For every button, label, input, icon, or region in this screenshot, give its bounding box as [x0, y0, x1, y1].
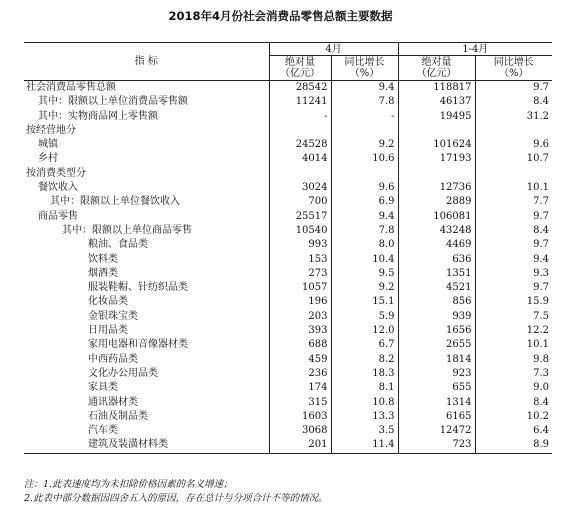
cell-month-growth: 6.9 [331, 195, 398, 209]
cell-month-abs [269, 167, 331, 181]
cell-ytd-abs: 1656 [398, 324, 475, 338]
cell-ytd-growth: 9.0 [475, 381, 552, 395]
table-row [24, 210, 552, 224]
cell-month-abs: 174 [269, 381, 331, 395]
cell-month-abs: 688 [269, 338, 331, 352]
header-abs-unit: （亿元） [280, 68, 320, 79]
table-row [24, 195, 552, 209]
cell-ytd-abs: 17193 [398, 152, 475, 166]
cell-month-abs: 3068 [269, 424, 331, 438]
row-label: 其中：限额以上单位消费品零售额 [38, 96, 188, 108]
cell-month-abs: 153 [269, 253, 331, 267]
table-row [24, 324, 552, 338]
cell-month-growth [331, 124, 398, 138]
table-row [24, 424, 552, 438]
cell-ytd-abs: 4469 [398, 238, 475, 252]
table-row [24, 152, 552, 166]
row-label: 社会消费品零售总额 [26, 82, 116, 93]
table-row [24, 310, 552, 324]
table-body [24, 81, 552, 454]
row-label: 通讯器材类 [88, 396, 138, 408]
cell-month-abs: 700 [269, 195, 331, 209]
cell-ytd-abs: 636 [398, 253, 475, 267]
header-group-ytd: 1-4月 [398, 43, 552, 56]
cell-ytd-abs: 1314 [398, 396, 475, 410]
cell-ytd-growth: 7.3 [475, 367, 552, 381]
cell-month-abs: 993 [269, 238, 331, 252]
row-label: 文化办公用品类 [88, 367, 158, 379]
cell-ytd-abs: 856 [398, 295, 475, 309]
cell-month-growth: 11.4 [331, 438, 398, 453]
row-label: 饮料类 [88, 253, 118, 265]
header-growth-label: 同比增长 [493, 57, 534, 68]
table-row [24, 267, 552, 281]
cell-ytd-abs: 655 [398, 381, 475, 395]
cell-month-growth: 10.8 [331, 396, 398, 410]
cell-ytd-abs: 923 [398, 367, 475, 381]
cell-ytd-abs: 2655 [398, 338, 475, 352]
cell-month-abs: 196 [269, 295, 331, 309]
cell-ytd-abs: 4521 [398, 281, 475, 295]
table-row [24, 238, 552, 252]
cell-month-abs: 1057 [269, 281, 331, 295]
header-growth-label: 同比增长 [344, 57, 385, 68]
header-ytd-growth [475, 56, 552, 81]
table-row [24, 353, 552, 367]
table-row [24, 167, 552, 181]
cell-ytd-abs: 106081 [398, 210, 475, 224]
cell-ytd-abs: 12736 [398, 181, 475, 195]
cell-ytd-growth: 31.2 [475, 110, 552, 124]
cell-ytd-growth: 15.9 [475, 295, 552, 309]
cell-ytd-growth: 9.7 [475, 210, 552, 224]
table-row [24, 253, 552, 267]
cell-ytd-abs: 46137 [398, 95, 475, 109]
cell-ytd-abs: 723 [398, 438, 475, 453]
cell-month-growth: 10.6 [331, 152, 398, 166]
row-label: 服装鞋帽、针纺织品类 [88, 282, 188, 294]
row-label: 乡村 [38, 153, 58, 165]
table-row [24, 338, 552, 352]
cell-ytd-abs [398, 124, 475, 138]
cell-ytd-growth: 12.2 [475, 324, 552, 338]
header-indicator: 指 标 [24, 43, 269, 81]
row-label: 其中：限额以上单位餐饮收入 [50, 196, 180, 208]
cell-ytd-abs: 1814 [398, 353, 475, 367]
cell-month-growth: 9.6 [331, 181, 398, 195]
header-month-abs [269, 56, 331, 81]
cell-ytd-growth: 9.7 [475, 81, 552, 96]
header-abs-label: 绝对量 [421, 57, 452, 68]
table-row [24, 124, 552, 138]
cell-month-growth: 7.8 [331, 224, 398, 238]
row-label: 商品零售 [38, 210, 78, 222]
cell-ytd-growth: 9.7 [475, 238, 552, 252]
cell-month-growth: 5.9 [331, 310, 398, 324]
row-label: 其中：实物商品网上零售额 [38, 110, 158, 122]
cell-month-abs: 459 [269, 353, 331, 367]
table-row [24, 295, 552, 309]
cell-month-abs [269, 124, 331, 138]
row-label: 金银珠宝类 [88, 310, 138, 322]
cell-month-abs: 201 [269, 438, 331, 453]
cell-month-abs: 315 [269, 396, 331, 410]
cell-month-abs: 11241 [269, 95, 331, 109]
cell-month-abs: 28542 [269, 81, 331, 96]
cell-month-abs: 393 [269, 324, 331, 338]
header-growth-unit: （%） [499, 68, 529, 79]
cell-ytd-abs: 1351 [398, 267, 475, 281]
cell-month-abs: 1603 [269, 410, 331, 424]
row-label: 餐饮收入 [38, 182, 78, 194]
cell-month-growth: 9.2 [331, 138, 398, 152]
cell-month-abs: 24528 [269, 138, 331, 152]
retail-data-table [24, 42, 552, 454]
cell-month-growth: 13.3 [331, 410, 398, 424]
cell-ytd-abs: 12472 [398, 424, 475, 438]
cell-ytd-abs: 6165 [398, 410, 475, 424]
table-row [24, 224, 552, 238]
cell-month-growth [331, 167, 398, 181]
header-group-month: 4月 [269, 43, 398, 56]
header-abs-label: 绝对量 [285, 57, 315, 68]
cell-month-growth: 6.7 [331, 338, 398, 352]
cell-ytd-growth: 8.4 [475, 95, 552, 109]
cell-ytd-growth: 9.6 [475, 138, 552, 152]
table-row [24, 110, 552, 124]
table-row [24, 438, 552, 453]
cell-ytd-growth: 10.1 [475, 338, 552, 352]
row-label: 家具类 [88, 382, 118, 394]
row-label: 石油及制品类 [88, 410, 148, 422]
cell-ytd-growth: 10.2 [475, 410, 552, 424]
row-label: 化妆品类 [88, 296, 128, 308]
cell-ytd-abs [398, 167, 475, 181]
cell-month-growth: 18.3 [331, 367, 398, 381]
row-label: 烟酒类 [88, 267, 118, 279]
cell-ytd-abs: 118817 [398, 81, 475, 96]
cell-ytd-abs: 2889 [398, 195, 475, 209]
cell-month-growth: 7.8 [331, 95, 398, 109]
cell-ytd-growth: 8.4 [475, 396, 552, 410]
cell-ytd-growth: 10.7 [475, 152, 552, 166]
cell-ytd-abs: 19495 [398, 110, 475, 124]
cell-ytd-growth: 7.5 [475, 310, 552, 324]
row-label: 日用品类 [88, 325, 128, 337]
cell-month-abs: - [269, 110, 331, 124]
cell-month-growth: 3.5 [331, 424, 398, 438]
header-month-growth [331, 56, 398, 81]
row-label: 城镇 [38, 139, 58, 151]
row-label: 中西药品类 [88, 353, 138, 365]
table-row [24, 138, 552, 152]
cell-month-abs: 3024 [269, 181, 331, 195]
cell-ytd-growth: 7.7 [475, 195, 552, 209]
cell-ytd-growth: 8.9 [475, 438, 552, 453]
cell-month-abs: 203 [269, 310, 331, 324]
cell-month-abs: 25517 [269, 210, 331, 224]
table-row [24, 367, 552, 381]
cell-month-abs: 236 [269, 367, 331, 381]
cell-ytd-growth: 8.4 [475, 224, 552, 238]
cell-month-growth: 15.1 [331, 295, 398, 309]
header-ytd-abs [398, 56, 475, 81]
table-row [24, 381, 552, 395]
header-growth-unit: （%） [349, 68, 380, 79]
cell-ytd-growth: 9.8 [475, 353, 552, 367]
row-label: 家用电器和音像器材类 [88, 339, 188, 351]
table-row [24, 181, 552, 195]
cell-ytd-growth: 9.7 [475, 281, 552, 295]
footnotes [24, 478, 328, 506]
row-label: 按经营地分 [26, 124, 76, 136]
cell-ytd-growth: 6.4 [475, 424, 552, 438]
cell-ytd-abs: 939 [398, 310, 475, 324]
table-row [24, 81, 552, 96]
cell-ytd-abs: 101624 [398, 138, 475, 152]
footnote-1: 注：1.此表速度均为未扣除价格因素的名义增速； [24, 479, 233, 490]
cell-ytd-growth: 9.3 [475, 267, 552, 281]
row-label: 其中：限额以上单位商品零售 [62, 224, 192, 236]
cell-month-growth: 9.4 [331, 81, 398, 96]
cell-month-growth: 8.0 [331, 238, 398, 252]
cell-ytd-abs: 43248 [398, 224, 475, 238]
row-label: 按消费类型分 [26, 167, 86, 179]
cell-month-growth: 8.2 [331, 353, 398, 367]
cell-month-growth: 9.4 [331, 210, 398, 224]
cell-month-growth: 9.2 [331, 281, 398, 295]
footnote-2: 2.此表中部分数据因四舍五入的原因，存在总计与分项合计不等的情况。 [24, 493, 328, 504]
row-label: 建筑及装潢材料类 [24, 438, 269, 453]
cell-ytd-growth: 10.1 [475, 181, 552, 195]
page-title: 2018年4月份社会消费品零售总额主要数据 [168, 9, 393, 23]
table-row [24, 95, 552, 109]
cell-ytd-growth [475, 124, 552, 138]
header-abs-unit: （亿元） [416, 68, 457, 79]
cell-month-growth: 12.0 [331, 324, 398, 338]
cell-ytd-growth [475, 167, 552, 181]
cell-ytd-growth: 9.4 [475, 253, 552, 267]
cell-month-abs: 273 [269, 267, 331, 281]
table-row [24, 396, 552, 410]
cell-month-growth: - [331, 110, 398, 124]
cell-month-growth: 9.5 [331, 267, 398, 281]
row-label: 粮油、食品类 [88, 239, 148, 251]
cell-month-abs: 4014 [269, 152, 331, 166]
cell-month-abs: 10540 [269, 224, 331, 238]
table-row [24, 410, 552, 424]
header-row-groups [24, 43, 552, 56]
table-row [24, 281, 552, 295]
cell-month-growth: 10.4 [331, 253, 398, 267]
cell-month-growth: 8.1 [331, 381, 398, 395]
row-label: 汽车类 [88, 425, 118, 437]
